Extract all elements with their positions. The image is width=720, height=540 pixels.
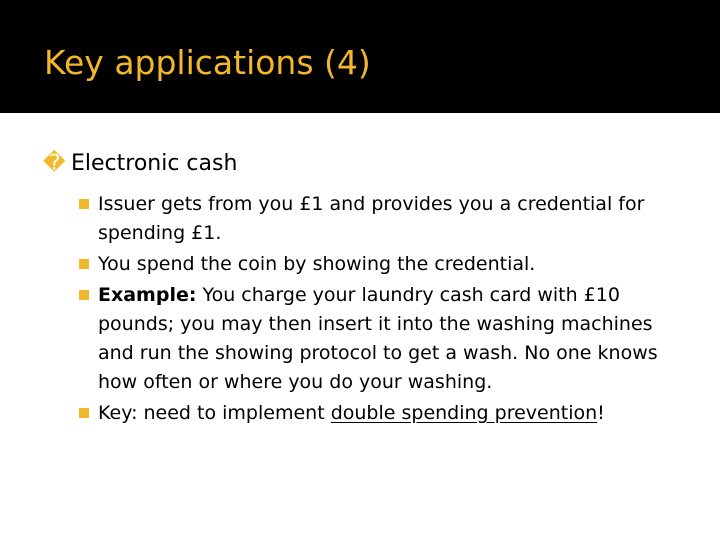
square-bullet-icon xyxy=(79,290,89,300)
missing-glyph-icon: � xyxy=(43,151,66,176)
sub-bullet-list xyxy=(79,190,689,430)
key-suffix: ! xyxy=(597,402,605,424)
slide-title: Key applications (4) xyxy=(44,43,371,82)
main-bullet xyxy=(43,146,237,182)
sub-bullet-issuer xyxy=(79,190,689,248)
example-label: Example: xyxy=(98,284,197,306)
sub-bullet-spend xyxy=(79,250,689,279)
sub-bullet-text: You charge your laundry cash card with £10 pounds; you may then insert it into the washing machines and run the showing protocol to get a wash. No one knows how often or where you do your washing. xyxy=(98,284,658,393)
sub-bullet-text: Issuer gets from you £1 and provides you a credential for spending £1. xyxy=(98,193,645,244)
double-spending-prevention-link[interactable]: double spending prevention xyxy=(330,402,598,424)
square-bullet-icon xyxy=(79,259,89,269)
main-bullet-text: Electronic cash xyxy=(71,151,238,176)
sub-bullet-key xyxy=(79,399,689,428)
sub-bullet-text: You spend the coin by showing the credential. xyxy=(98,253,536,275)
key-prefix: Key: need to implement xyxy=(98,402,331,424)
square-bullet-icon xyxy=(79,408,89,418)
sub-bullet-example xyxy=(79,281,689,397)
square-bullet-icon xyxy=(79,199,89,209)
